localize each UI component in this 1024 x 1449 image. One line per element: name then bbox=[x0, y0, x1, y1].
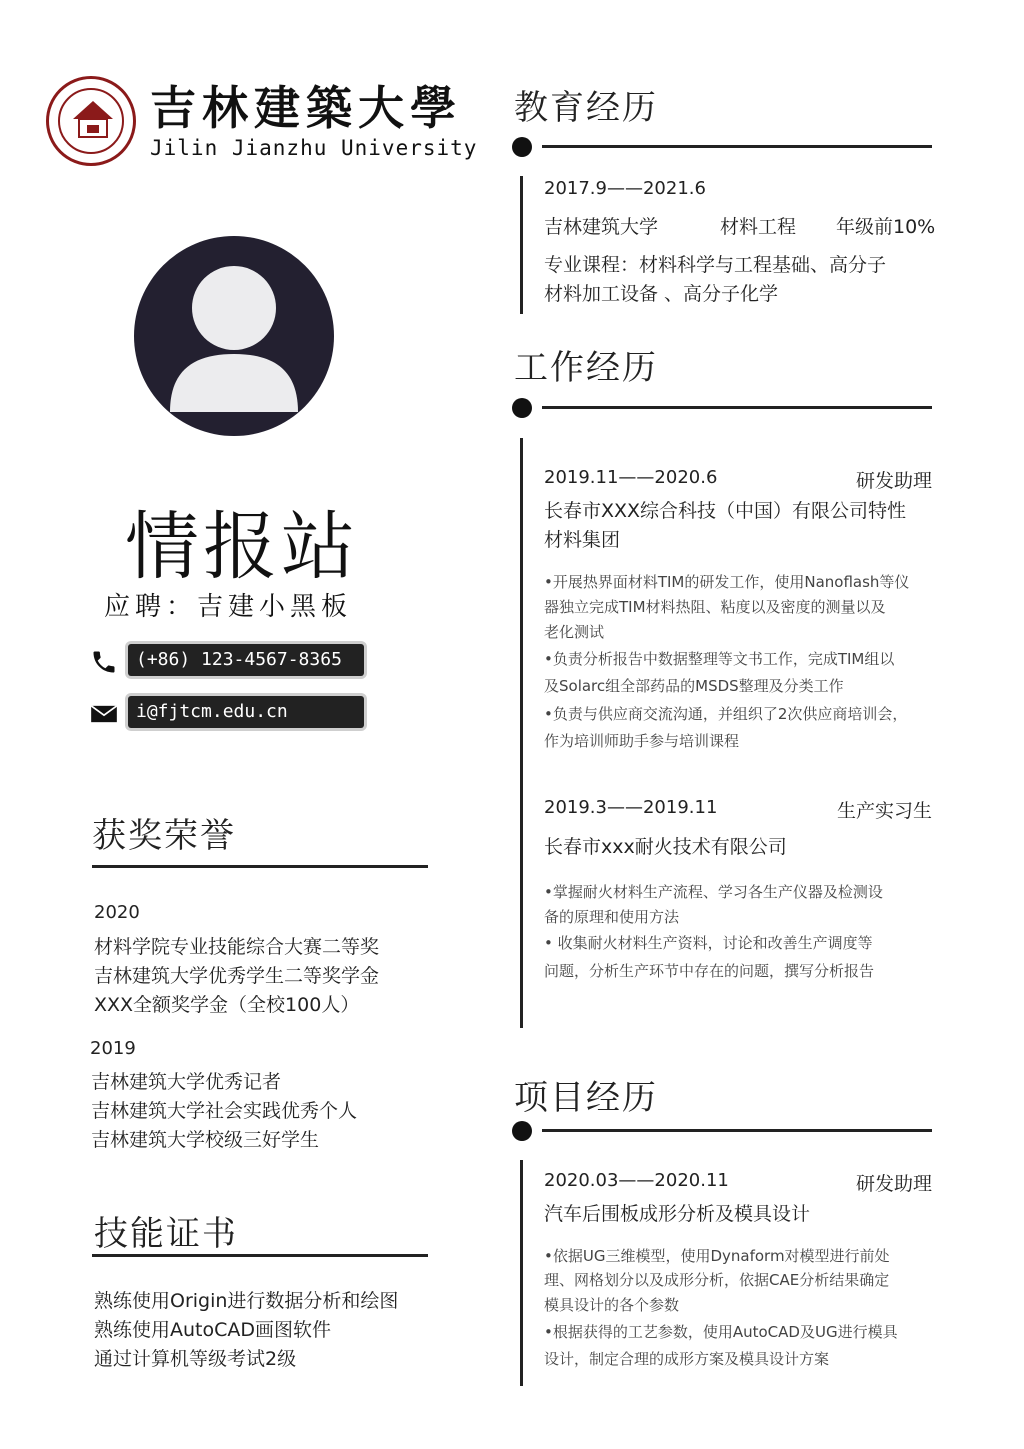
award-item: XXX全额奖学金（全校100人） bbox=[94, 994, 360, 1016]
university-name-en: Jilin Jianzhu University bbox=[150, 136, 478, 160]
section-bullet-dot bbox=[512, 1121, 532, 1141]
work-bullet: 备的原理和使用方法 bbox=[544, 908, 680, 926]
work-bullet: 问题，分析生产环节中存在的问题，撰写分析报告 bbox=[544, 962, 875, 980]
project-bullet: 理、网格划分以及成形分析，依据CAE分析结果确定 bbox=[544, 1271, 890, 1289]
project-date: 2020.03——2020.11 bbox=[544, 1170, 729, 1191]
work-role: 生产实习生 bbox=[836, 800, 932, 822]
skill-item: 通过计算机等级考试2级 bbox=[94, 1348, 297, 1370]
award-item: 吉林建筑大学优秀学生二等奖学金 bbox=[94, 965, 380, 987]
education-major: 材料工程 bbox=[720, 216, 797, 238]
education-rank: 年级前10% bbox=[836, 216, 936, 238]
award-item: 材料学院专业技能综合大赛二等奖 bbox=[94, 936, 380, 958]
work-org: 材料集团 bbox=[544, 529, 621, 551]
timeline-bar bbox=[520, 1160, 523, 1386]
project-divider bbox=[542, 1129, 932, 1132]
project-bullet: 模具设计的各个参数 bbox=[544, 1296, 680, 1314]
user-silhouette-icon bbox=[134, 236, 334, 436]
education-heading: 教育经历 bbox=[514, 88, 658, 128]
work-role: 研发助理 bbox=[855, 470, 932, 492]
work-bullet: • 收集耐火材料生产资料，讨论和改善生产调度等 bbox=[544, 934, 873, 952]
project-heading: 项目经历 bbox=[514, 1078, 658, 1118]
education-school: 吉林建筑大学 bbox=[544, 216, 659, 238]
education-courses: 材料加工设备 、高分子化学 bbox=[544, 283, 779, 305]
work-org: 长春市XXX综合科技（中国）有限公司特性 bbox=[544, 500, 907, 522]
award-year: 2019 bbox=[90, 1038, 136, 1059]
section-bullet-dot bbox=[512, 137, 532, 157]
award-item: 吉林建筑大学校级三好学生 bbox=[91, 1129, 320, 1151]
work-bullet: •开展热界面材料TIM的研发工作，使用Nanoflash等仪 bbox=[544, 573, 910, 591]
project-name: 汽车后围板成形分析及模具设计 bbox=[544, 1203, 811, 1225]
timeline-bar bbox=[520, 438, 523, 1028]
award-item: 吉林建筑大学优秀记者 bbox=[91, 1071, 282, 1093]
project-bullet: •根据获得的工艺参数，使用AutoCAD及UG进行模具 bbox=[544, 1323, 898, 1341]
work-date: 2019.11——2020.6 bbox=[544, 467, 718, 488]
work-bullet: •掌握耐火材料生产流程、学习各生产仪器及检测设 bbox=[544, 883, 883, 901]
award-year: 2020 bbox=[94, 902, 140, 923]
awards-heading: 获奖荣誉 bbox=[92, 816, 236, 856]
work-bullet: •负责与供应商交流沟通，并组织了2次供应商培训会， bbox=[544, 705, 908, 723]
awards-divider bbox=[92, 865, 428, 868]
timeline-bar bbox=[520, 176, 523, 314]
university-name-cn: 吉林建築大學 bbox=[150, 81, 462, 135]
candidate-name: 情报站 bbox=[125, 504, 359, 590]
skills-divider bbox=[92, 1254, 428, 1257]
section-bullet-dot bbox=[512, 398, 532, 418]
avatar bbox=[134, 236, 334, 436]
project-role: 研发助理 bbox=[855, 1173, 932, 1195]
phone-field[interactable]: (+86) 123-4567-8365 bbox=[128, 644, 364, 676]
work-org: 长春市xxx耐火技术有限公司 bbox=[544, 836, 787, 858]
email-field[interactable]: i@fjtcm.edu.cn bbox=[128, 696, 364, 728]
education-divider bbox=[542, 145, 932, 148]
skill-item: 熟练使用Origin进行数据分析和绘图 bbox=[94, 1290, 399, 1312]
apply-position: 应聘：吉建小黑板 bbox=[104, 592, 353, 622]
work-bullet: •负责分析报告中数据整理等文书工作，完成TIM组以 bbox=[544, 650, 895, 668]
award-item: 吉林建筑大学社会实践优秀个人 bbox=[91, 1100, 358, 1122]
mail-icon bbox=[90, 700, 118, 728]
education-date: 2017.9——2021.6 bbox=[544, 178, 706, 199]
phone-icon bbox=[90, 648, 118, 676]
work-bullet: 及Solarc组全部药品的MSDS整理及分类工作 bbox=[544, 677, 844, 695]
skill-item: 熟练使用AutoCAD画图软件 bbox=[94, 1319, 332, 1341]
work-heading: 工作经历 bbox=[514, 348, 658, 388]
skills-heading: 技能证书 bbox=[94, 1214, 238, 1254]
work-bullet: 器独立完成TIM材料热阻、粘度以及密度的测量以及 bbox=[544, 598, 886, 616]
project-bullet: 设计，制定合理的成形方案及模具设计方案 bbox=[544, 1350, 830, 1368]
work-bullet: 老化测试 bbox=[544, 623, 605, 641]
work-date: 2019.3——2019.11 bbox=[544, 797, 718, 818]
work-divider bbox=[542, 406, 932, 409]
work-bullet: 作为培训师助手参与培训课程 bbox=[544, 732, 740, 750]
project-bullet: •依据UG三维模型，使用Dynaform对模型进行前处 bbox=[544, 1247, 890, 1265]
education-courses: 专业课程：材料科学与工程基础、高分子 bbox=[544, 254, 887, 276]
university-seal-logo bbox=[46, 76, 136, 166]
